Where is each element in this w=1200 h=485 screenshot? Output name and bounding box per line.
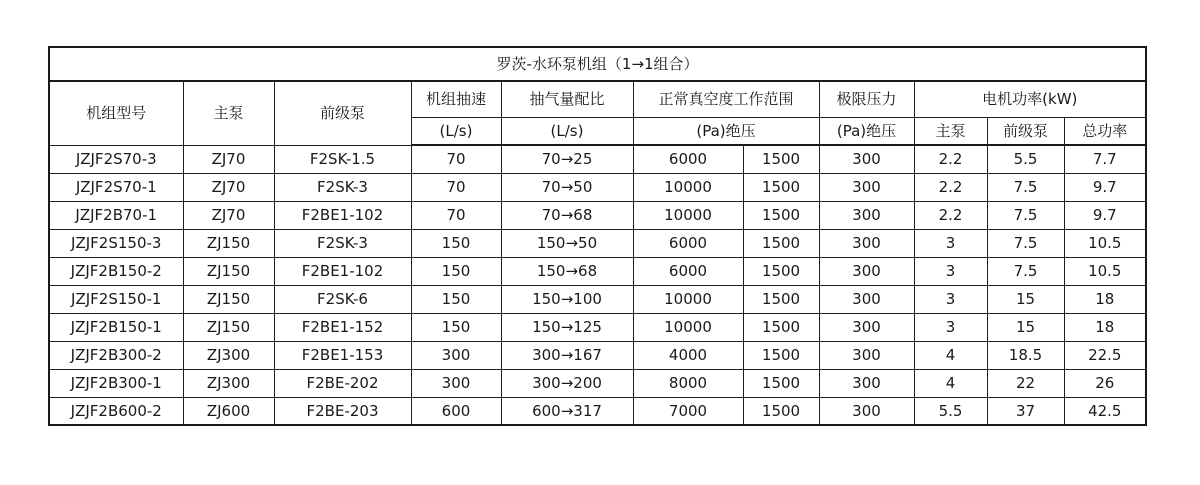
cell-power-main: 3: [914, 285, 987, 313]
cell-power-main: 3: [914, 313, 987, 341]
cell-vacuum-high: 4000: [633, 341, 743, 369]
cell-model: JZJF2B300-2: [49, 341, 183, 369]
cell-ratio: 150→68: [501, 257, 633, 285]
cell-main-pump: ZJ150: [183, 285, 274, 313]
cell-power-backing: 18.5: [987, 341, 1064, 369]
header-motor-main: 主泵: [914, 117, 987, 145]
cell-vacuum-low: 1500: [743, 313, 819, 341]
cell-backing-pump: F2SK-1.5: [274, 145, 411, 173]
header-pumping-speed: 机组抽速: [411, 81, 501, 117]
cell-main-pump: ZJ150: [183, 313, 274, 341]
cell-power-backing: 7.5: [987, 201, 1064, 229]
cell-ultimate: 300: [819, 229, 914, 257]
cell-model: JZJF2S150-3: [49, 229, 183, 257]
table-row: [49, 229, 1146, 257]
cell-power-backing: 5.5: [987, 145, 1064, 173]
cell-power-backing: 7.5: [987, 229, 1064, 257]
cell-main-pump: ZJ600: [183, 397, 274, 425]
cell-speed: 150: [411, 257, 501, 285]
table-row: [49, 285, 1146, 313]
header-main-pump: 主泵: [183, 81, 274, 145]
cell-speed: 150: [411, 229, 501, 257]
cell-power-total: 22.5: [1064, 341, 1146, 369]
cell-vacuum-low: 1500: [743, 369, 819, 397]
table-row: [49, 173, 1146, 201]
cell-vacuum-low: 1500: [743, 257, 819, 285]
cell-ultimate: 300: [819, 369, 914, 397]
cell-power-backing: 7.5: [987, 173, 1064, 201]
cell-power-main: 2.2: [914, 201, 987, 229]
cell-model: JZJF2B150-2: [49, 257, 183, 285]
header-motor-backing: 前级泵: [987, 117, 1064, 145]
cell-vacuum-low: 1500: [743, 341, 819, 369]
cell-model: JZJF2B70-1: [49, 201, 183, 229]
cell-backing-pump: F2BE1-102: [274, 201, 411, 229]
header-motor-total: 总功率: [1064, 117, 1146, 145]
cell-main-pump: ZJ70: [183, 145, 274, 173]
cell-ultimate: 300: [819, 257, 914, 285]
cell-main-pump: ZJ70: [183, 173, 274, 201]
cell-power-main: 5.5: [914, 397, 987, 425]
header-ultimate-pressure-unit: (Pa)绝压: [819, 117, 914, 145]
cell-power-main: 4: [914, 341, 987, 369]
cell-backing-pump: F2BE-203: [274, 397, 411, 425]
table-row: [49, 257, 1146, 285]
cell-power-total: 7.7: [1064, 145, 1146, 173]
cell-ultimate: 300: [819, 285, 914, 313]
cell-backing-pump: F2SK-3: [274, 229, 411, 257]
cell-vacuum-high: 10000: [633, 173, 743, 201]
header-vacuum-range-unit: (Pa)绝压: [633, 117, 819, 145]
header-pumping-speed-unit: (L/s): [411, 117, 501, 145]
cell-model: JZJF2S70-3: [49, 145, 183, 173]
cell-power-main: 2.2: [914, 145, 987, 173]
cell-vacuum-high: 6000: [633, 145, 743, 173]
cell-power-main: 2.2: [914, 173, 987, 201]
cell-ratio: 70→25: [501, 145, 633, 173]
cell-speed: 70: [411, 145, 501, 173]
cell-power-main: 3: [914, 229, 987, 257]
cell-ratio: 150→100: [501, 285, 633, 313]
cell-model: JZJF2B150-1: [49, 313, 183, 341]
cell-speed: 600: [411, 397, 501, 425]
header-ultimate-pressure: 极限压力: [819, 81, 914, 117]
cell-backing-pump: F2BE1-152: [274, 313, 411, 341]
cell-vacuum-low: 1500: [743, 201, 819, 229]
cell-main-pump: ZJ70: [183, 201, 274, 229]
cell-ultimate: 300: [819, 313, 914, 341]
cell-ratio: 70→68: [501, 201, 633, 229]
table-row: [49, 145, 1146, 173]
cell-power-backing: 22: [987, 369, 1064, 397]
cell-vacuum-high: 6000: [633, 257, 743, 285]
table-row: [49, 201, 1146, 229]
cell-power-total: 18: [1064, 285, 1146, 313]
cell-speed: 70: [411, 173, 501, 201]
table-row: [49, 369, 1146, 397]
cell-vacuum-high: 6000: [633, 229, 743, 257]
cell-model: JZJF2S70-1: [49, 173, 183, 201]
cell-vacuum-low: 1500: [743, 397, 819, 425]
cell-power-total: 42.5: [1064, 397, 1146, 425]
cell-vacuum-low: 1500: [743, 285, 819, 313]
cell-model: JZJF2S150-1: [49, 285, 183, 313]
cell-power-total: 10.5: [1064, 229, 1146, 257]
cell-ratio: 300→167: [501, 341, 633, 369]
cell-backing-pump: F2BE1-102: [274, 257, 411, 285]
header-row-main: [49, 81, 1146, 117]
cell-power-backing: 15: [987, 313, 1064, 341]
cell-vacuum-high: 10000: [633, 313, 743, 341]
cell-ultimate: 300: [819, 145, 914, 173]
cell-speed: 150: [411, 285, 501, 313]
cell-ratio: 600→317: [501, 397, 633, 425]
cell-ultimate: 300: [819, 201, 914, 229]
cell-power-total: 18: [1064, 313, 1146, 341]
cell-power-total: 9.7: [1064, 201, 1146, 229]
cell-backing-pump: F2SK-3: [274, 173, 411, 201]
header-model: 机组型号: [49, 81, 183, 145]
cell-main-pump: ZJ150: [183, 229, 274, 257]
cell-backing-pump: F2BE-202: [274, 369, 411, 397]
header-gas-ratio: 抽气量配比: [501, 81, 633, 117]
cell-power-total: 9.7: [1064, 173, 1146, 201]
cell-power-total: 26: [1064, 369, 1146, 397]
cell-ultimate: 300: [819, 397, 914, 425]
cell-power-backing: 15: [987, 285, 1064, 313]
cell-model: JZJF2B300-1: [49, 369, 183, 397]
cell-ratio: 150→125: [501, 313, 633, 341]
cell-ratio: 70→50: [501, 173, 633, 201]
cell-main-pump: ZJ150: [183, 257, 274, 285]
cell-vacuum-low: 1500: [743, 229, 819, 257]
cell-power-backing: 7.5: [987, 257, 1064, 285]
cell-vacuum-low: 1500: [743, 145, 819, 173]
cell-vacuum-low: 1500: [743, 173, 819, 201]
header-backing-pump: 前级泵: [274, 81, 411, 145]
cell-speed: 300: [411, 341, 501, 369]
table-row: [49, 397, 1146, 425]
cell-ratio: 300→200: [501, 369, 633, 397]
table-row: [49, 341, 1146, 369]
cell-speed: 70: [411, 201, 501, 229]
cell-main-pump: ZJ300: [183, 369, 274, 397]
cell-ratio: 150→50: [501, 229, 633, 257]
header-vacuum-range: 正常真空度工作范围: [633, 81, 819, 117]
cell-speed: 150: [411, 313, 501, 341]
cell-power-main: 4: [914, 369, 987, 397]
pump-spec-table: [48, 46, 1147, 426]
cell-ultimate: 300: [819, 173, 914, 201]
cell-vacuum-high: 7000: [633, 397, 743, 425]
cell-backing-pump: F2SK-6: [274, 285, 411, 313]
cell-vacuum-high: 8000: [633, 369, 743, 397]
cell-backing-pump: F2BE1-153: [274, 341, 411, 369]
cell-main-pump: ZJ300: [183, 341, 274, 369]
table-row: [49, 313, 1146, 341]
table-title-row: [49, 47, 1146, 81]
header-motor-power: 电机功率(kW): [914, 81, 1146, 117]
cell-speed: 300: [411, 369, 501, 397]
cell-vacuum-high: 10000: [633, 285, 743, 313]
cell-ultimate: 300: [819, 341, 914, 369]
header-gas-ratio-unit: (L/s): [501, 117, 633, 145]
cell-vacuum-high: 10000: [633, 201, 743, 229]
cell-power-total: 10.5: [1064, 257, 1146, 285]
cell-power-backing: 37: [987, 397, 1064, 425]
cell-power-main: 3: [914, 257, 987, 285]
cell-model: JZJF2B600-2: [49, 397, 183, 425]
table-title: 罗茨-水环泵机组（1→1组合）: [49, 47, 1146, 81]
